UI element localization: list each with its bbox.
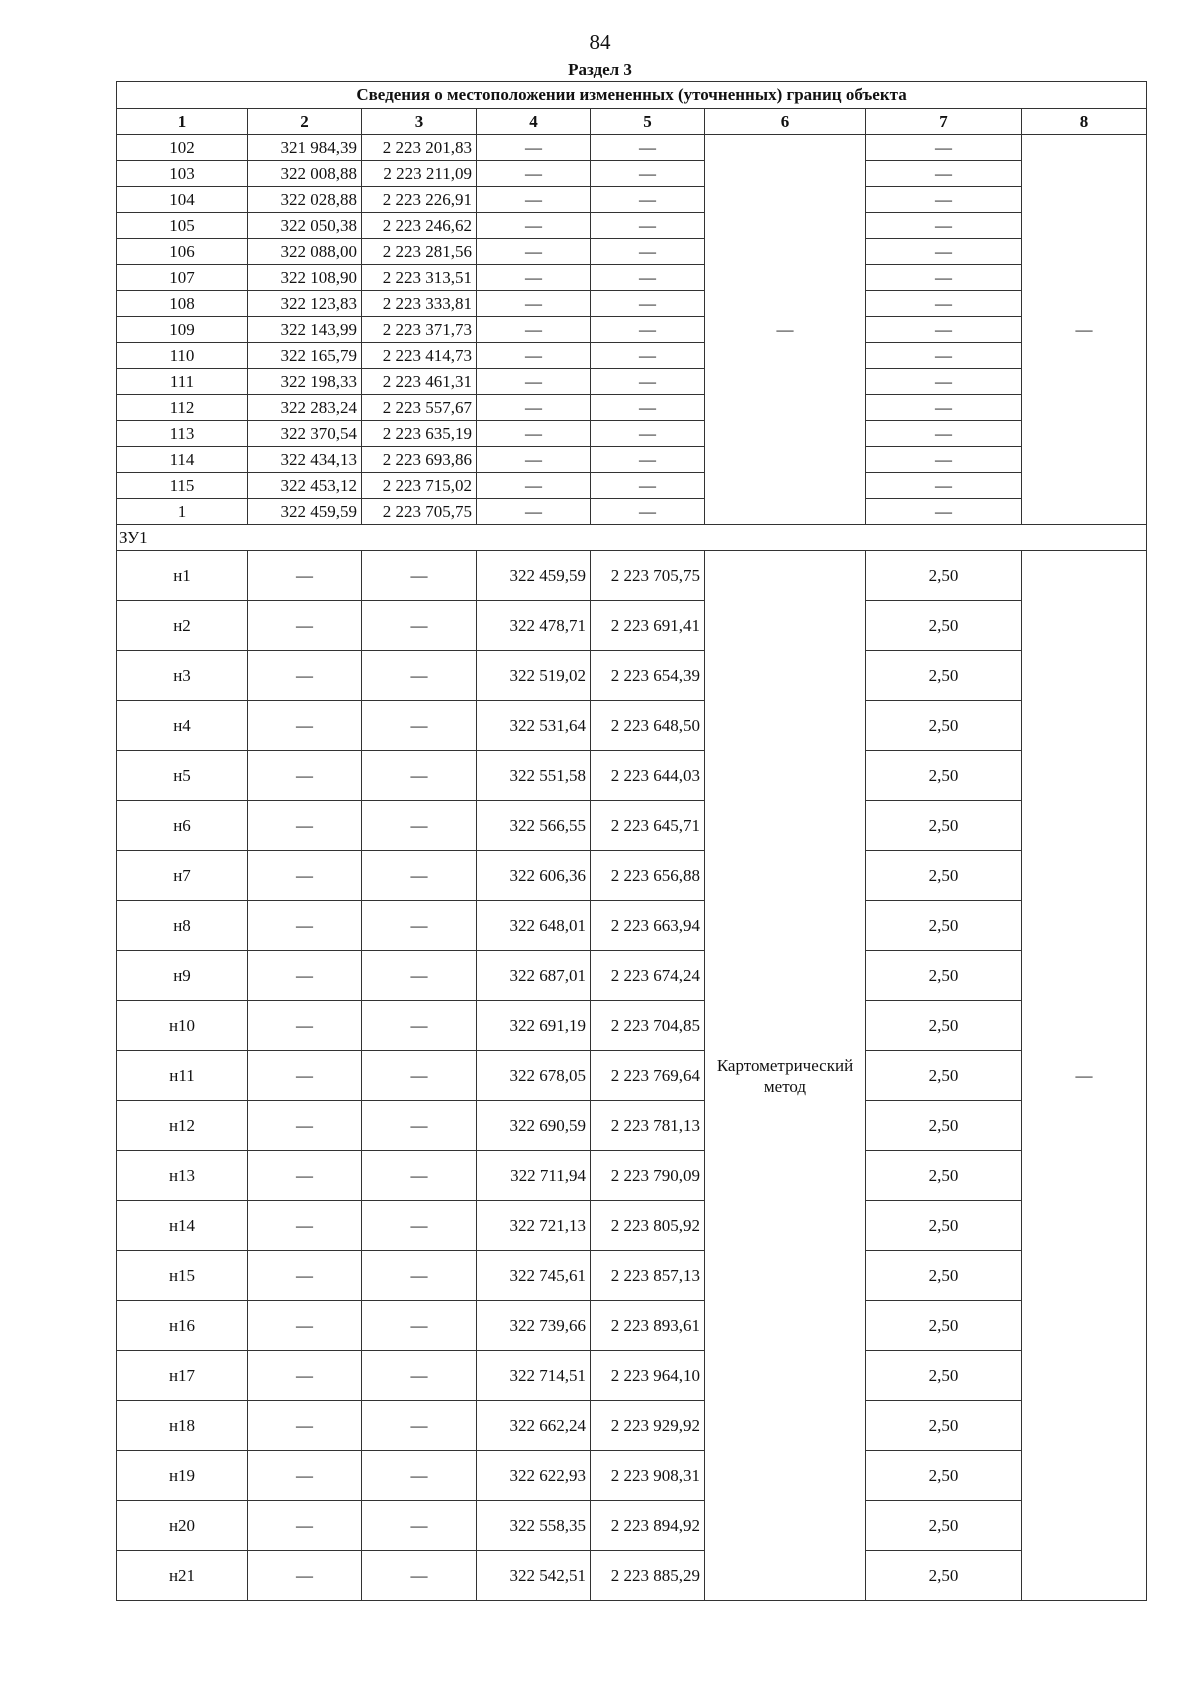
x-old-cell: 322 108,90 <box>248 265 362 291</box>
accuracy-cell: — <box>866 499 1022 525</box>
column-number-2: 2 <box>248 109 362 135</box>
point-id-cell: н21 <box>117 1551 248 1601</box>
y-old-cell: — <box>362 651 477 701</box>
x-new-cell: 322 678,05 <box>477 1051 591 1101</box>
x-old-cell: — <box>248 1251 362 1301</box>
table-row <box>117 901 1147 951</box>
description-cell: — <box>1022 551 1147 1601</box>
x-old-cell: — <box>248 1401 362 1451</box>
point-id-cell: 105 <box>117 213 248 239</box>
table-row <box>117 651 1147 701</box>
accuracy-cell: — <box>866 473 1022 499</box>
x-old-cell: 322 143,99 <box>248 317 362 343</box>
accuracy-cell: — <box>866 447 1022 473</box>
table-row <box>117 239 1147 265</box>
point-id-cell: н2 <box>117 601 248 651</box>
x-new-cell: 322 648,01 <box>477 901 591 951</box>
x-new-cell: 322 551,58 <box>477 751 591 801</box>
x-old-cell: 322 028,88 <box>248 187 362 213</box>
accuracy-cell: 2,50 <box>866 1551 1022 1601</box>
accuracy-cell: 2,50 <box>866 851 1022 901</box>
y-new-cell: 2 223 691,41 <box>591 601 705 651</box>
y-new-cell: — <box>591 499 705 525</box>
y-old-cell: 2 223 371,73 <box>362 317 477 343</box>
table-row <box>117 421 1147 447</box>
x-old-cell: 322 434,13 <box>248 447 362 473</box>
y-old-cell: 2 223 211,09 <box>362 161 477 187</box>
point-id-cell: н10 <box>117 1001 248 1051</box>
point-id-cell: 102 <box>117 135 248 161</box>
y-old-cell: — <box>362 1101 477 1151</box>
point-id-cell: н6 <box>117 801 248 851</box>
x-old-cell: — <box>248 701 362 751</box>
table-row <box>117 291 1147 317</box>
y-old-cell: — <box>362 551 477 601</box>
x-old-cell: — <box>248 851 362 901</box>
y-old-cell: 2 223 333,81 <box>362 291 477 317</box>
x-new-cell: 322 721,13 <box>477 1201 591 1251</box>
y-new-cell: 2 223 781,13 <box>591 1101 705 1151</box>
y-old-cell: 2 223 226,91 <box>362 187 477 213</box>
y-new-cell: 2 223 857,13 <box>591 1251 705 1301</box>
table-row <box>117 213 1147 239</box>
table-row <box>117 1001 1147 1051</box>
column-number-8: 8 <box>1022 109 1147 135</box>
y-new-cell: 2 223 805,92 <box>591 1201 705 1251</box>
y-new-cell: 2 223 656,88 <box>591 851 705 901</box>
y-new-cell: — <box>591 213 705 239</box>
x-new-cell: 322 558,35 <box>477 1501 591 1551</box>
x-old-cell: 322 123,83 <box>248 291 362 317</box>
y-new-cell: 2 223 705,75 <box>591 551 705 601</box>
x-old-cell: 322 459,59 <box>248 499 362 525</box>
accuracy-cell: 2,50 <box>866 551 1022 601</box>
y-old-cell: — <box>362 701 477 751</box>
x-old-cell: — <box>248 651 362 701</box>
column-number-7: 7 <box>866 109 1022 135</box>
y-new-cell: — <box>591 239 705 265</box>
x-old-cell: 322 370,54 <box>248 421 362 447</box>
table-body <box>117 135 1147 1601</box>
y-new-cell: 2 223 885,29 <box>591 1551 705 1601</box>
x-new-cell: 322 691,19 <box>477 1001 591 1051</box>
point-id-cell: н4 <box>117 701 248 751</box>
accuracy-cell: — <box>866 369 1022 395</box>
x-old-cell: — <box>248 1151 362 1201</box>
x-new-cell: — <box>477 265 591 291</box>
accuracy-cell: 2,50 <box>866 1401 1022 1451</box>
table-row <box>117 1451 1147 1501</box>
point-id-cell: н20 <box>117 1501 248 1551</box>
y-new-cell: 2 223 674,24 <box>591 951 705 1001</box>
point-id-cell: 109 <box>117 317 248 343</box>
accuracy-cell: 2,50 <box>866 901 1022 951</box>
y-old-cell: — <box>362 1051 477 1101</box>
y-old-cell: — <box>362 1251 477 1301</box>
point-id-cell: н7 <box>117 851 248 901</box>
y-old-cell: — <box>362 1401 477 1451</box>
x-new-cell: 322 745,61 <box>477 1251 591 1301</box>
y-old-cell: — <box>362 1451 477 1501</box>
y-old-cell: 2 223 201,83 <box>362 135 477 161</box>
accuracy-cell: — <box>866 213 1022 239</box>
accuracy-cell: 2,50 <box>866 1301 1022 1351</box>
x-old-cell: — <box>248 1351 362 1401</box>
accuracy-cell: — <box>866 187 1022 213</box>
table-row <box>117 1401 1147 1451</box>
table-row <box>117 1151 1147 1201</box>
x-old-cell: — <box>248 751 362 801</box>
x-new-cell: 322 519,02 <box>477 651 591 701</box>
accuracy-cell: 2,50 <box>866 1051 1022 1101</box>
x-old-cell: 322 008,88 <box>248 161 362 187</box>
accuracy-cell: 2,50 <box>866 601 1022 651</box>
y-old-cell: — <box>362 751 477 801</box>
accuracy-cell: 2,50 <box>866 1201 1022 1251</box>
x-new-cell: — <box>477 317 591 343</box>
x-new-cell: 322 566,55 <box>477 801 591 851</box>
x-new-cell: — <box>477 213 591 239</box>
table-row <box>117 447 1147 473</box>
y-new-cell: 2 223 644,03 <box>591 751 705 801</box>
point-id-cell: н1 <box>117 551 248 601</box>
point-id-cell: н5 <box>117 751 248 801</box>
y-new-cell: — <box>591 473 705 499</box>
column-number-4: 4 <box>477 109 591 135</box>
page-number: 84 <box>589 30 611 54</box>
point-id-cell: 111 <box>117 369 248 395</box>
table-row <box>117 343 1147 369</box>
x-new-cell: — <box>477 343 591 369</box>
table-row <box>117 369 1147 395</box>
y-new-cell: — <box>591 161 705 187</box>
y-old-cell: — <box>362 1551 477 1601</box>
point-id-cell: н3 <box>117 651 248 701</box>
y-old-cell: 2 223 281,56 <box>362 239 477 265</box>
table-row <box>117 187 1147 213</box>
y-old-cell: — <box>362 1351 477 1401</box>
y-new-cell: 2 223 663,94 <box>591 901 705 951</box>
accuracy-cell: 2,50 <box>866 951 1022 1001</box>
x-new-cell: 322 542,51 <box>477 1551 591 1601</box>
y-old-cell: — <box>362 951 477 1001</box>
x-new-cell: — <box>477 135 591 161</box>
y-new-cell: 2 223 908,31 <box>591 1451 705 1501</box>
x-new-cell: — <box>477 161 591 187</box>
x-old-cell: — <box>248 601 362 651</box>
x-old-cell: — <box>248 901 362 951</box>
accuracy-cell: 2,50 <box>866 651 1022 701</box>
x-old-cell: 321 984,39 <box>248 135 362 161</box>
y-new-cell: 2 223 893,61 <box>591 1301 705 1351</box>
x-old-cell: — <box>248 1451 362 1501</box>
point-id-cell: н15 <box>117 1251 248 1301</box>
y-old-cell: — <box>362 1151 477 1201</box>
x-new-cell: 322 687,01 <box>477 951 591 1001</box>
accuracy-cell: — <box>866 343 1022 369</box>
y-old-cell: — <box>362 901 477 951</box>
y-new-cell: 2 223 645,71 <box>591 801 705 851</box>
table-row <box>117 1201 1147 1251</box>
y-old-cell: 2 223 557,67 <box>362 395 477 421</box>
table-row <box>117 499 1147 525</box>
y-new-cell: — <box>591 395 705 421</box>
point-id-cell: н8 <box>117 901 248 951</box>
y-new-cell: 2 223 790,09 <box>591 1151 705 1201</box>
point-id-cell: н12 <box>117 1101 248 1151</box>
y-old-cell: 2 223 461,31 <box>362 369 477 395</box>
y-new-cell: — <box>591 265 705 291</box>
point-id-cell: 113 <box>117 421 248 447</box>
point-id-cell: 110 <box>117 343 248 369</box>
accuracy-cell: — <box>866 265 1022 291</box>
x-new-cell: 322 662,24 <box>477 1401 591 1451</box>
table-row <box>117 601 1147 651</box>
table-row <box>117 395 1147 421</box>
table-row <box>117 317 1147 343</box>
accuracy-cell: — <box>866 291 1022 317</box>
table-row <box>117 1551 1147 1601</box>
column-number-row <box>117 109 1147 135</box>
table-caption: Сведения о местоположении измененных (уточненных) границ объекта <box>117 82 1147 109</box>
accuracy-cell: — <box>866 395 1022 421</box>
accuracy-cell: 2,50 <box>866 1501 1022 1551</box>
point-id-cell: 1 <box>117 499 248 525</box>
x-old-cell: 322 453,12 <box>248 473 362 499</box>
y-new-cell: 2 223 964,10 <box>591 1351 705 1401</box>
point-id-cell: 115 <box>117 473 248 499</box>
y-old-cell: — <box>362 1201 477 1251</box>
x-old-cell: — <box>248 1101 362 1151</box>
table-row <box>117 1051 1147 1101</box>
y-new-cell: 2 223 769,64 <box>591 1051 705 1101</box>
accuracy-cell: 2,50 <box>866 1451 1022 1501</box>
point-id-cell: н16 <box>117 1301 248 1351</box>
y-new-cell: — <box>591 447 705 473</box>
y-old-cell: 2 223 705,75 <box>362 499 477 525</box>
x-new-cell: — <box>477 369 591 395</box>
table-row <box>117 801 1147 851</box>
point-id-cell: н11 <box>117 1051 248 1101</box>
y-old-cell: 2 223 414,73 <box>362 343 477 369</box>
x-old-cell: 322 165,79 <box>248 343 362 369</box>
accuracy-cell: 2,50 <box>866 1001 1022 1051</box>
point-id-cell: 103 <box>117 161 248 187</box>
accuracy-cell: — <box>866 317 1022 343</box>
table-row <box>117 701 1147 751</box>
x-old-cell: 322 283,24 <box>248 395 362 421</box>
accuracy-cell: 2,50 <box>866 701 1022 751</box>
x-new-cell: 322 531,64 <box>477 701 591 751</box>
accuracy-cell: — <box>866 239 1022 265</box>
y-old-cell: — <box>362 1001 477 1051</box>
y-new-cell: — <box>591 135 705 161</box>
accuracy-cell: 2,50 <box>866 1101 1022 1151</box>
point-id-cell: н19 <box>117 1451 248 1501</box>
x-new-cell: 322 459,59 <box>477 551 591 601</box>
y-new-cell: 2 223 654,39 <box>591 651 705 701</box>
column-number-1: 1 <box>117 109 248 135</box>
point-id-cell: 106 <box>117 239 248 265</box>
x-old-cell: — <box>248 801 362 851</box>
x-new-cell: — <box>477 187 591 213</box>
table-row <box>117 1301 1147 1351</box>
accuracy-cell: 2,50 <box>866 1251 1022 1301</box>
y-new-cell: — <box>591 187 705 213</box>
point-id-cell: 112 <box>117 395 248 421</box>
description-cell: — <box>1022 135 1147 525</box>
x-new-cell: 322 690,59 <box>477 1101 591 1151</box>
section-title: Раздел 3 <box>568 60 632 79</box>
x-old-cell: — <box>248 951 362 1001</box>
column-number-3: 3 <box>362 109 477 135</box>
y-new-cell: 2 223 929,92 <box>591 1401 705 1451</box>
x-new-cell: — <box>477 421 591 447</box>
x-new-cell: 322 478,71 <box>477 601 591 651</box>
point-id-cell: 107 <box>117 265 248 291</box>
column-number-5: 5 <box>591 109 705 135</box>
x-new-cell: — <box>477 473 591 499</box>
column-number-6: 6 <box>705 109 866 135</box>
y-new-cell: — <box>591 291 705 317</box>
y-old-cell: — <box>362 601 477 651</box>
y-new-cell: 2 223 648,50 <box>591 701 705 751</box>
accuracy-cell: 2,50 <box>866 751 1022 801</box>
x-new-cell: — <box>477 291 591 317</box>
table-row <box>117 951 1147 1001</box>
accuracy-cell: — <box>866 421 1022 447</box>
y-old-cell: 2 223 313,51 <box>362 265 477 291</box>
point-id-cell: 108 <box>117 291 248 317</box>
y-old-cell: 2 223 715,02 <box>362 473 477 499</box>
point-id-cell: н18 <box>117 1401 248 1451</box>
table-row <box>117 851 1147 901</box>
table-row <box>117 1101 1147 1151</box>
x-new-cell: — <box>477 447 591 473</box>
x-new-cell: 322 711,94 <box>477 1151 591 1201</box>
table-row <box>117 1251 1147 1301</box>
x-new-cell: 322 622,93 <box>477 1451 591 1501</box>
y-new-cell: 2 223 894,92 <box>591 1501 705 1551</box>
x-old-cell: — <box>248 1051 362 1101</box>
x-old-cell: — <box>248 1301 362 1351</box>
y-new-cell: — <box>591 421 705 447</box>
x-old-cell: — <box>248 1201 362 1251</box>
x-new-cell: — <box>477 239 591 265</box>
y-old-cell: 2 223 693,86 <box>362 447 477 473</box>
point-id-cell: 104 <box>117 187 248 213</box>
x-new-cell: 322 714,51 <box>477 1351 591 1401</box>
accuracy-cell: 2,50 <box>866 801 1022 851</box>
table-row <box>117 265 1147 291</box>
table-row <box>117 135 1147 161</box>
table-row <box>117 1351 1147 1401</box>
y-new-cell: — <box>591 343 705 369</box>
accuracy-cell: — <box>866 161 1022 187</box>
x-old-cell: — <box>248 1001 362 1051</box>
point-id-cell: 114 <box>117 447 248 473</box>
y-old-cell: 2 223 635,19 <box>362 421 477 447</box>
y-new-cell: — <box>591 369 705 395</box>
table-row <box>117 473 1147 499</box>
y-old-cell: — <box>362 1301 477 1351</box>
y-new-cell: 2 223 704,85 <box>591 1001 705 1051</box>
point-id-cell: н9 <box>117 951 248 1001</box>
x-old-cell: — <box>248 551 362 601</box>
method-cell: — <box>705 135 866 525</box>
accuracy-cell: 2,50 <box>866 1151 1022 1201</box>
x-old-cell: 322 088,00 <box>248 239 362 265</box>
y-new-cell: — <box>591 317 705 343</box>
x-old-cell: — <box>248 1551 362 1601</box>
table-row <box>117 751 1147 801</box>
y-old-cell: — <box>362 851 477 901</box>
table-row <box>117 161 1147 187</box>
accuracy-cell: — <box>866 135 1022 161</box>
x-new-cell: — <box>477 499 591 525</box>
accuracy-cell: 2,50 <box>866 1351 1022 1401</box>
table-row <box>117 1501 1147 1551</box>
point-id-cell: н14 <box>117 1201 248 1251</box>
method-cell: Картометрический метод <box>705 551 866 1601</box>
point-id-cell: н13 <box>117 1151 248 1201</box>
x-old-cell: 322 198,33 <box>248 369 362 395</box>
point-id-cell: н17 <box>117 1351 248 1401</box>
group-row <box>117 525 1147 551</box>
y-old-cell: — <box>362 801 477 851</box>
y-old-cell: — <box>362 1501 477 1551</box>
x-old-cell: 322 050,38 <box>248 213 362 239</box>
table-row <box>117 551 1147 601</box>
x-new-cell: 322 606,36 <box>477 851 591 901</box>
x-new-cell: — <box>477 395 591 421</box>
x-new-cell: 322 739,66 <box>477 1301 591 1351</box>
boundary-table <box>116 81 1147 1601</box>
group-label: ЗУ1 <box>117 525 1147 551</box>
x-old-cell: — <box>248 1501 362 1551</box>
y-old-cell: 2 223 246,62 <box>362 213 477 239</box>
